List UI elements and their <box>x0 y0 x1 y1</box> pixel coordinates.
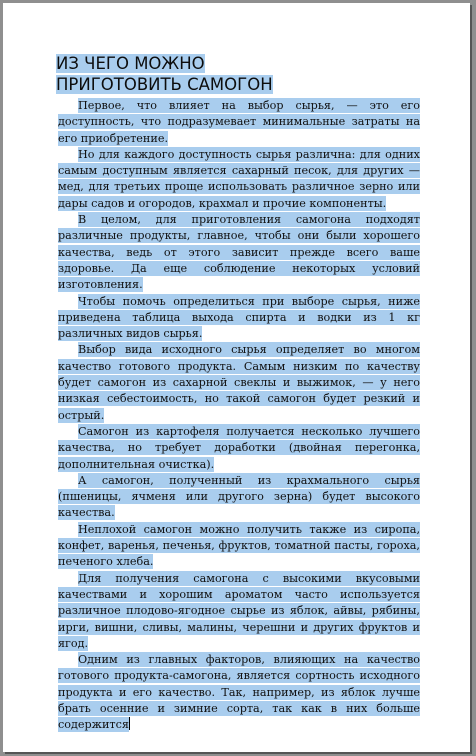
paragraph: Чтобы помочь определиться при выборе сырья, ниже приведена таблица выхода спирта и водки из 1 кг различных видов сырья. <box>58 294 420 341</box>
paragraph: Выбор вида исходного сырья определяет во многом качество готового продукта. Самым низким по качеству будет самогон из сахарной свеклы и выжимок, — у него низкая себестоимость, но такой самогон будет резкий и острый. <box>58 343 420 422</box>
paragraph: Для получения самогона с высокими вкусовыми качествами и хорошим ароматом часто используется различное плодово-ягодное сырье из яблок, айвы, рябины, ирги, вишни, сливы, малины, черешни и других фруктов и ягод. <box>58 571 420 650</box>
paragraph: Неплохой самогон можно получить также из сиропа, конфет, варенья, печенья, фруктов, томатной пасты, гороха, печеного хлеба. <box>58 522 420 569</box>
title-line-1: ИЗ ЧЕГО МОЖНО <box>56 54 205 73</box>
title-line-2: ПРИГОТОВИТЬ САМОГОН <box>56 75 273 94</box>
paragraph: Первое, что влияет на выбор сырья, — это его доступность, что подразумевает минимальные затраты на его приобретение. <box>58 99 420 145</box>
document-page[interactable] <box>3 3 470 752</box>
document-body[interactable] <box>58 98 420 734</box>
paragraph: Одним из главных факторов, влияющих на качество готового продукта-самогона, является сортность исходного продукта и его качество. Так, например, из яблок лучше брать осенние и зимние сорта, так как в них больше содержится <box>58 653 420 732</box>
paragraph: В целом, для приготовления самогона подходят различные продукты, главное, чтобы они были хорошего качества, ведь от этого зависит прежде всего ваше здоровье. Да еще соблюдение некоторых условий изготовления. <box>58 213 420 292</box>
paragraph: Но для каждого доступность сырья различна: для одних самым доступным является сахарный песок, для других — мед, для третьих проще использовать различное зерно или дары садов и огородов, крахмал и прочие компоненты. <box>58 147 420 210</box>
paragraph: Самогон из картофеля получается несколько лучшего качества, но требует доработки (двойная перегонка, дополнительная очистка). <box>58 424 420 471</box>
text-cursor <box>129 717 130 730</box>
paragraph: А самогон, полученный из крахмального сырья (пшеницы, ячменя или другого зерна) будет высокого качества. <box>58 473 420 520</box>
page-title <box>56 53 416 95</box>
